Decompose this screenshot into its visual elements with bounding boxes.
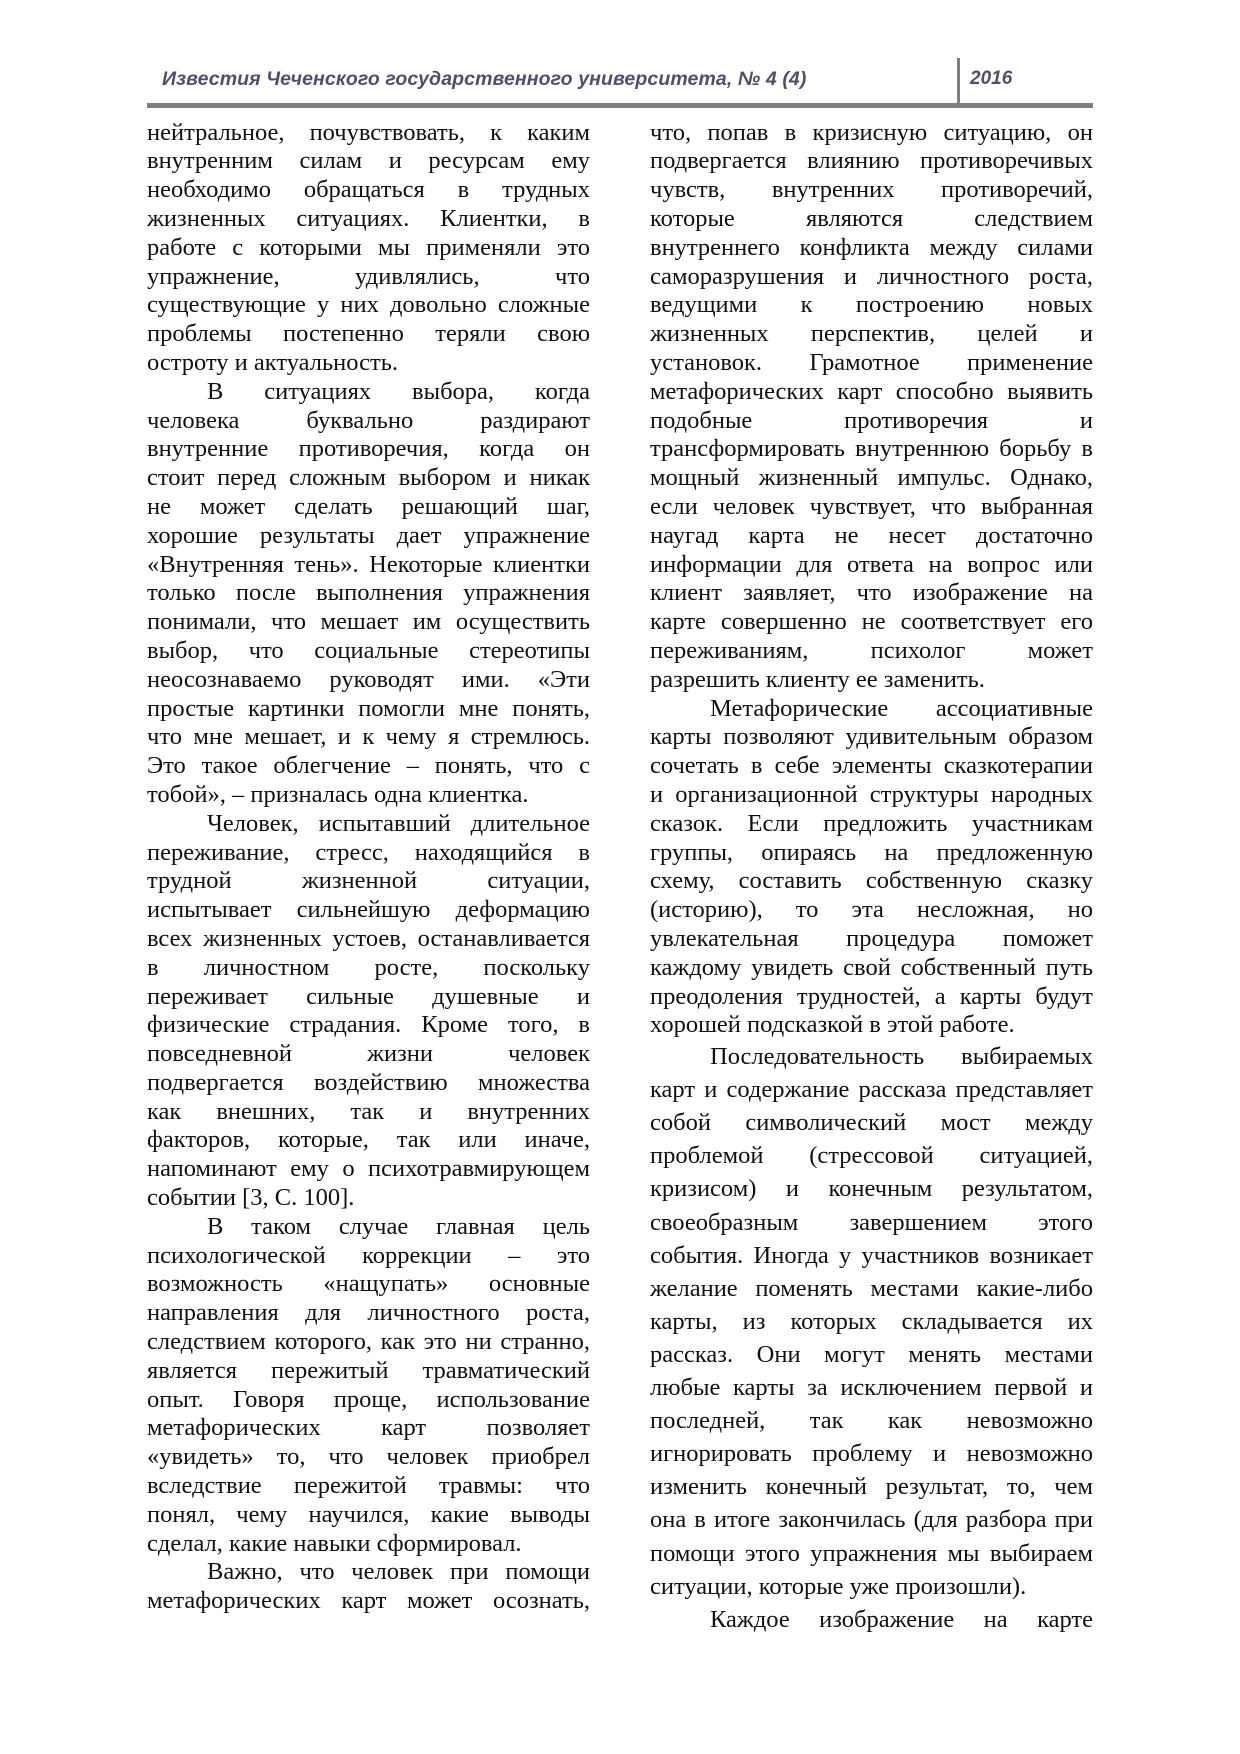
header-rule xyxy=(147,103,1093,108)
text-line: существующие у них довольно сложные xyxy=(147,291,590,319)
text-line: тобой», – призналась одна клиентка. xyxy=(147,780,529,808)
text-line: В ситуациях выбора, когда xyxy=(207,377,590,405)
text-line: карты позволяют удивительным образом xyxy=(650,723,1093,751)
text-line: рассказ. Они могут менять местами xyxy=(650,1340,1093,1368)
text-line: работе с которыми мы применяли это xyxy=(147,233,590,261)
text-line: «увидеть» то, что человек приобрел xyxy=(147,1443,590,1471)
text-line: физические страдания. Кроме того, в xyxy=(147,1011,590,1039)
issue-year: 2016 xyxy=(970,68,1013,89)
paragraph xyxy=(650,119,1093,695)
text-line: повседневной жизни человек xyxy=(147,1040,590,1068)
text-line: «Внутренняя тень». Некоторые клиентки xyxy=(147,550,590,578)
text-line: (историю), то эта несложная, но xyxy=(650,896,1093,924)
text-line: ситуации, которые уже произошли). xyxy=(650,1572,1027,1600)
text-line: стоит перед сложным выбором и никак xyxy=(147,464,590,492)
text-line: преодоления трудностей, а карты будут xyxy=(650,982,1093,1010)
text-line: Метафорические ассоциативные xyxy=(710,694,1093,722)
paragraph xyxy=(650,1603,1093,1636)
text-line: переживаниям, психолог может xyxy=(650,636,1093,664)
text-line: метафорических карт позволяет xyxy=(147,1414,590,1442)
text-line: переживание, стресс, находящийся в xyxy=(147,838,590,866)
text-line: чувств, внутренних противоречий, xyxy=(650,176,1093,204)
text-line: неосознаваемо руководят ими. «Эти xyxy=(147,665,590,693)
text-line: внутренние противоречия, когда он xyxy=(147,435,590,463)
text-line: желание поменять местами какие-либо xyxy=(650,1274,1093,1302)
text-line: метафорических карт может осознать, xyxy=(147,1587,590,1615)
text-line: возможность «нащупать» основные xyxy=(147,1270,590,1298)
paragraph xyxy=(147,1213,590,1559)
text-line: понял, чему научился, какие выводы xyxy=(147,1500,590,1528)
journal-title: Известия Чеченского государственного университета, № 4 (4) xyxy=(162,68,807,90)
text-line: последней, так как невозможно xyxy=(650,1407,1093,1435)
text-line: не может сделать решающий шаг, xyxy=(147,492,590,520)
text-line: игнорировать проблему и невозможно xyxy=(650,1440,1093,1468)
paragraph xyxy=(650,695,1093,1041)
paragraph xyxy=(147,810,590,1213)
text-line: подвергается влиянию противоречивых xyxy=(650,147,1093,175)
text-line: клиент заявляет, что изображение на xyxy=(650,579,1093,607)
text-line: сказок. Если предложить участникам xyxy=(650,809,1093,837)
text-line: как внешних, так и внутренних xyxy=(147,1097,590,1125)
text-line: Каждое изображение на карте xyxy=(710,1605,1093,1633)
text-line: выбор, что социальные стереотипы xyxy=(147,636,590,664)
text-line: напоминают ему о психотравмирующем xyxy=(147,1155,590,1183)
paragraph xyxy=(650,1040,1093,1603)
text-line: простые картинки помогли мне понять, xyxy=(147,694,590,722)
right-column xyxy=(650,119,1093,1636)
text-line: психологической коррекции – это xyxy=(147,1241,590,1269)
text-line: Человек, испытавший длительное xyxy=(207,809,590,837)
left-column xyxy=(147,119,590,1616)
text-line: группы, опираясь на предложенную xyxy=(650,838,1093,866)
text-line: кризисом) и конечным результатом, xyxy=(650,1175,1093,1203)
text-line: саморазрушения и личностного роста, xyxy=(650,262,1093,290)
paragraph xyxy=(147,1558,590,1616)
text-line: своеобразным завершением этого xyxy=(650,1208,1093,1236)
text-line: вследствие пережитой травмы: что xyxy=(147,1472,590,1500)
paragraph xyxy=(147,119,590,378)
text-line: проблемой (стрессовой ситуацией, xyxy=(650,1142,1093,1170)
text-line: разрешить клиенту ее заменить. xyxy=(650,665,985,693)
text-line: сочетать в себе элементы сказкотерапии xyxy=(650,752,1093,780)
text-line: что мне мешает, и к чему я стремлюсь. xyxy=(147,723,590,751)
text-line: упражнение, удивлялись, что xyxy=(147,262,590,290)
text-line: изменить конечный результат, то, чем xyxy=(650,1473,1093,1501)
header-divider xyxy=(957,58,960,106)
text-line: ведущими к построению новых xyxy=(650,291,1093,319)
text-line: она в итоге закончилась (для разбора при xyxy=(650,1506,1093,1534)
text-line: метафорических карт способно выявить xyxy=(650,377,1093,405)
text-line: опыт. Говоря проще, использование xyxy=(147,1385,590,1413)
text-line: переживает сильные душевные и xyxy=(147,982,590,1010)
text-line: и организационной структуры народных xyxy=(650,780,1093,808)
text-line: жизненных ситуациях. Клиентки, в xyxy=(147,204,590,232)
text-line: испытывает сильнейшую деформацию xyxy=(147,896,590,924)
text-line: хорошей подсказкой в этой работе. xyxy=(650,1011,1015,1039)
text-line: внутренним силам и ресурсам ему xyxy=(147,147,590,175)
text-line: мощный жизненный импульс. Однако, xyxy=(650,464,1093,492)
text-line: события. Иногда у участников возникает xyxy=(650,1241,1093,1269)
text-line: факторов, которые, так или иначе, xyxy=(147,1126,590,1154)
text-line: Это такое облегчение – понять, что с xyxy=(147,752,590,780)
text-line: Последовательность выбираемых xyxy=(710,1043,1093,1071)
text-line: человека буквально раздирают xyxy=(147,406,590,434)
text-line: Важно, что человек при помощи xyxy=(207,1558,590,1586)
text-line: каждому увидеть свой собственный путь xyxy=(650,953,1093,981)
text-line: подвергается воздействию множества xyxy=(147,1068,590,1096)
text-line: информации для ответа на вопрос или xyxy=(650,550,1093,578)
text-line: трудной жизненной ситуации, xyxy=(147,867,590,895)
text-line: событии [3, С. 100]. xyxy=(147,1184,355,1212)
text-line: схему, составить собственную сказку xyxy=(650,867,1093,895)
text-line: остроту и актуальность. xyxy=(147,348,399,376)
text-line: наугад карта не несет достаточно xyxy=(650,521,1093,549)
text-line: собой символический мост между xyxy=(650,1109,1093,1137)
text-line: если человек чувствует, что выбранная xyxy=(650,492,1093,520)
text-line: В таком случае главная цель xyxy=(207,1212,590,1240)
text-line: только после выполнения упражнения xyxy=(147,579,590,607)
text-line: жизненных перспектив, целей и xyxy=(650,320,1093,348)
text-line: карт и содержание рассказа представляет xyxy=(650,1076,1093,1104)
text-line: трансформировать внутреннюю борьбу в xyxy=(650,435,1093,463)
text-line: что, попав в кризисную ситуацию, он xyxy=(650,118,1093,146)
text-line: следствием которого, как это ни странно, xyxy=(147,1328,590,1356)
paragraph xyxy=(147,378,590,810)
text-line: является пережитый травматический xyxy=(147,1356,590,1384)
text-line: карты, из которых складывается их xyxy=(650,1307,1093,1335)
text-line: любые карты за исключением первой и xyxy=(650,1374,1093,1402)
text-line: проблемы постепенно теряли свою xyxy=(147,320,590,348)
text-line: внутреннего конфликта между силами xyxy=(650,233,1093,261)
text-line: подобные противоречия и xyxy=(650,406,1093,434)
text-line: карте совершенно не соответствует его xyxy=(650,608,1093,636)
text-line: которые являются следствием xyxy=(650,204,1093,232)
text-line: установок. Грамотное применение xyxy=(650,348,1093,376)
text-line: понимали, что мешает им осуществить xyxy=(147,608,590,636)
text-line: направления для личностного роста, xyxy=(147,1299,590,1327)
text-line: всех жизненных устоев, останавливается xyxy=(147,924,590,952)
text-line: хорошие результаты дает упражнение xyxy=(147,521,590,549)
text-line: сделал, какие навыки сформировал. xyxy=(147,1529,522,1557)
text-line: в личностном росте, поскольку xyxy=(147,953,590,981)
text-line: нейтральное, почувствовать, к каким xyxy=(147,118,590,146)
text-line: необходимо обращаться в трудных xyxy=(147,176,590,204)
text-line: увлекательная процедура поможет xyxy=(650,924,1093,952)
text-line: помощи этого упражнения мы выбираем xyxy=(650,1539,1093,1567)
